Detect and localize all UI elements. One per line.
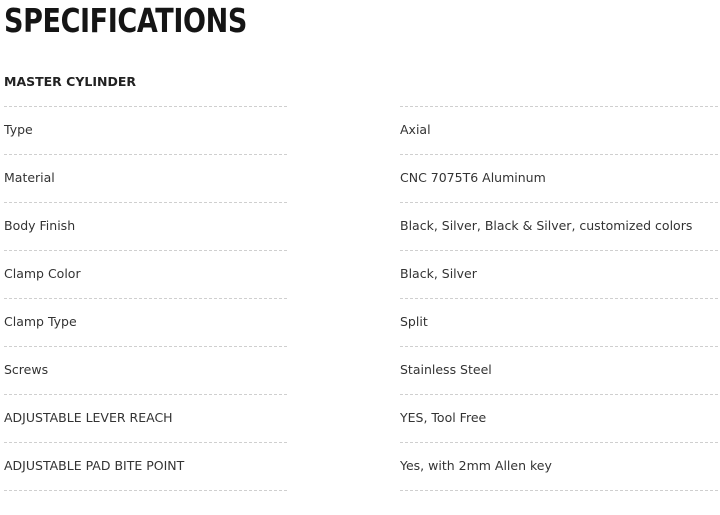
spec-value: Yes, with 2mm Allen key <box>400 458 552 473</box>
row-divider <box>4 202 287 203</box>
spec-row-type <box>0 106 720 154</box>
section-title: MASTER CYLINDER <box>4 74 137 89</box>
row-divider <box>4 298 287 299</box>
row-divider <box>4 250 287 251</box>
spec-row-clamp-type <box>0 298 720 346</box>
spec-value: Axial <box>400 122 431 137</box>
spec-label: Type <box>4 122 33 137</box>
row-divider <box>400 154 718 155</box>
spec-label: ADJUSTABLE LEVER REACH <box>4 410 173 425</box>
spec-row-body-finish <box>0 202 720 250</box>
row-divider <box>400 346 718 347</box>
row-divider <box>400 394 718 395</box>
row-divider <box>400 442 718 443</box>
row-divider <box>400 250 718 251</box>
spec-value: YES, Tool Free <box>400 410 487 425</box>
spec-value: Split <box>400 314 428 329</box>
spec-label: Clamp Type <box>4 314 77 329</box>
row-divider <box>4 394 287 395</box>
page-title: SPECIFICATIONS <box>4 1 247 40</box>
spec-value: CNC 7075T6 Aluminum <box>400 170 546 185</box>
spec-value: Black, Silver <box>400 266 477 281</box>
spec-row-adjustable-pad-bite-point <box>0 442 720 490</box>
spec-label: Screws <box>4 362 49 377</box>
row-divider <box>4 154 287 155</box>
spec-row-screws <box>0 346 720 394</box>
row-divider <box>400 202 718 203</box>
spec-label: Body Finish <box>4 218 76 233</box>
table-bottom-border <box>0 490 720 491</box>
spec-value: Black, Silver, Black & Silver, customized colors <box>400 218 693 233</box>
row-divider <box>400 298 718 299</box>
spec-value: Stainless Steel <box>400 362 492 377</box>
row-divider <box>4 490 287 491</box>
spec-label: Clamp Color <box>4 266 81 281</box>
spec-label: ADJUSTABLE PAD BITE POINT <box>4 458 185 473</box>
row-divider <box>4 442 287 443</box>
spec-row-material <box>0 154 720 202</box>
spec-row-clamp-color <box>0 250 720 298</box>
row-divider <box>4 106 287 107</box>
spec-row-adjustable-lever-reach <box>0 394 720 442</box>
row-divider <box>4 346 287 347</box>
row-divider <box>400 106 718 107</box>
row-divider <box>400 490 718 491</box>
spec-label: Material <box>4 170 55 185</box>
spec-table <box>0 106 720 490</box>
